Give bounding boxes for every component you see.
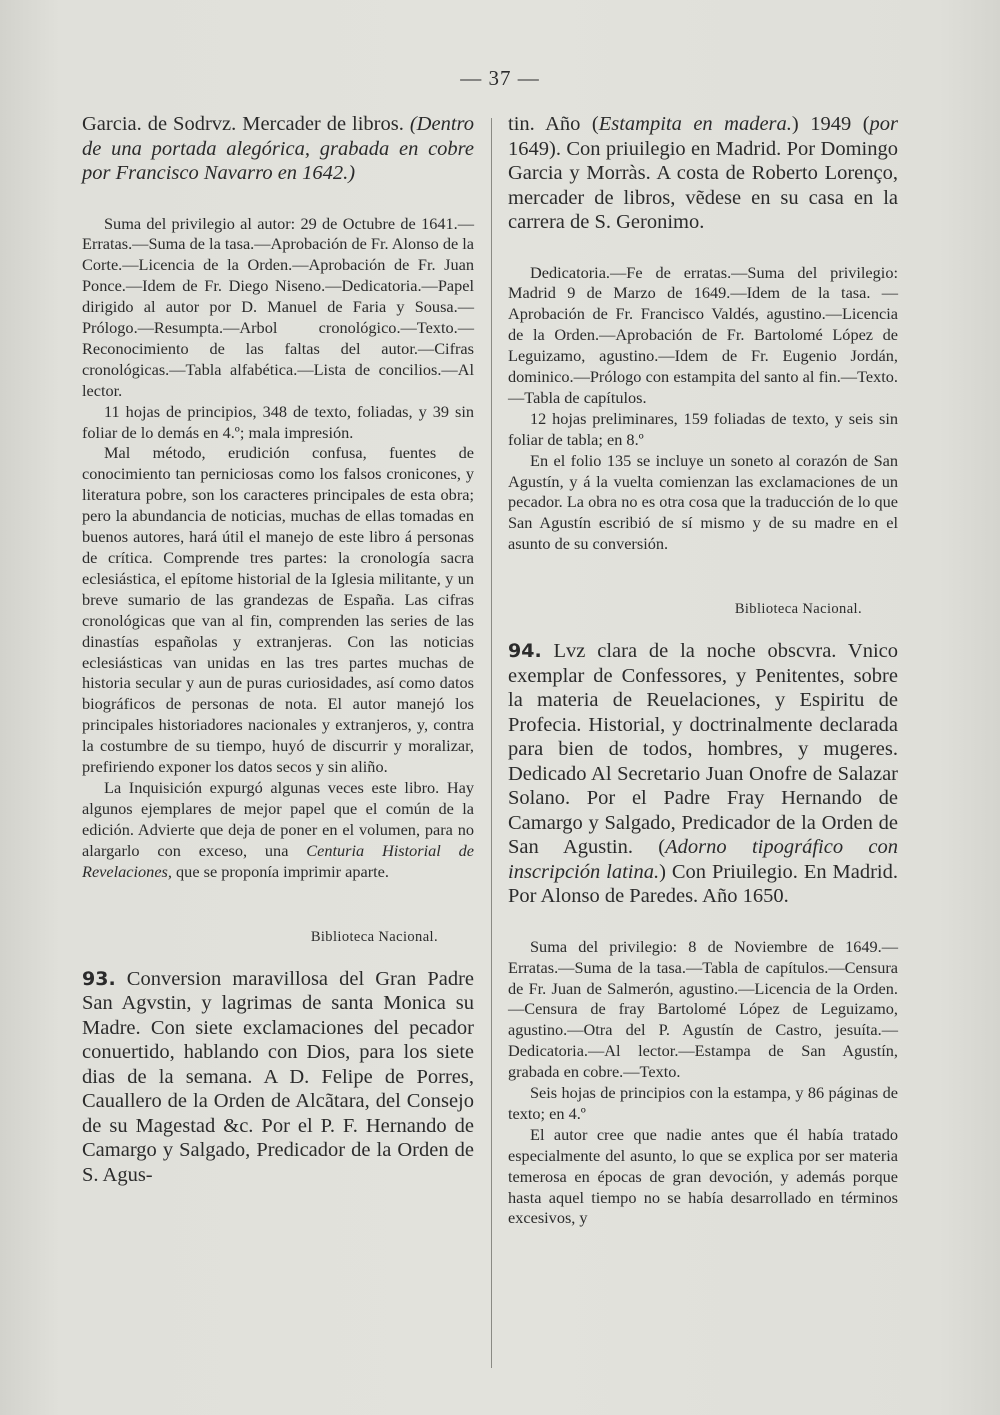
entry-93-contents: Dedicatoria.—Fe de erratas.—Suma del privilegio: Madrid 9 de Marzo de 1649.—Idem de la tasa. — Aprobación de Fr. Francisco Valdés, agustino.—Licencia de la Orden.—Aprobación de Fr. Bartolomé López de Leguizamo, agustino.—Idem de Fr. Eugenio Jordán, dominico.—Prólogo con estampita del santo al fin.—Texto.—Tabla de capítulos.: [508, 262, 898, 407]
entry-92-extent: 11 hojas de principios, 348 de texto, foliadas, y 39 sin foliar de lo demás en 4.º; mala impresión.: [82, 401, 474, 442]
entry-93-number: 93.: [82, 967, 116, 990]
title-fragment: 1649). Con priuilegio en Madrid. Por Domingo Garcia y Morràs. A costa de Roberto Lorenço, mercader de libros, vẽdese en su casa en la carrera de S. Geronimo.: [508, 137, 898, 233]
entry-93-extent: 12 hojas preliminares, 159 foliadas de texto, y seis sin foliar de tabla; en 8.º: [508, 408, 898, 449]
column-divider: [491, 118, 492, 1368]
entry-94-title-after: ) Con Priuilegio. En Madrid. Por Alonso de Paredes. Año 1650.: [508, 860, 899, 908]
title-fragment: ) 1949 (: [791, 113, 870, 135]
right-column: [508, 112, 898, 1229]
entry-92-commentary-2: [82, 778, 474, 883]
entry-94-commentary: El autor cree que nadie antes que él había tratado especialmente del asunto, lo que se explica por ser materia temerosa en épocas de gran devoción, y además porque hasta aquel tiempo no se había desarrollado en términos excesivos, y: [508, 1124, 898, 1228]
title-italic-fragment: Estampita en madera.: [598, 113, 792, 135]
entry-94-contents: Suma del privilegio: 8 de Noviembre de 1649.—Erratas.—Suma de la tasa.—Tabla de capítulos.—Censura de Fr. Juan de Salmerón, agustino.—Licencia de la Orden.—Censura de fray Bartolomé López de Leguizamo, agustino.—Otra del P. Agustín de Castro, jesuíta.—Dedicatoria.—Al lector.—Estampa de San Agustín, grabada en cobre.—Texto.: [508, 936, 898, 1082]
left-column: [82, 112, 474, 1187]
entry-93-holding-library: Biblioteca Nacional.: [734, 601, 862, 618]
entry-92-illustration-note: (Dentro de una portada alegórica, grabada en cobre por Francisco Navarro en 1642.): [82, 113, 475, 184]
page-number: — 37 —: [460, 66, 540, 90]
title-italic-fragment: por: [869, 113, 899, 135]
entry-93-title: [82, 967, 474, 1188]
entry-94-extent: Seis hojas de principios con la estampa, y 86 páginas de texto; en 4.º: [508, 1083, 898, 1123]
commentary-text-after: que se proponía imprimir aparte.: [176, 861, 389, 881]
commentary-italic-title: Centuria Historial de Revelaciones,: [82, 840, 474, 881]
entry-92-imprint-text: Garcia. de Sodrvz. Mercader de libros.: [82, 113, 404, 135]
entry-94-title-text: Lvz clara de la noche obscvra. Vnico exemplar de Confessores, y Penitentes, sobre la materia de Reuelaciones, y Espiritu de Profecia. Historial, y doctrinalmente declarada para bien de todos, hombres, y mugeres. Dedicado Al Secretario Juan Onofre de Salazar Solano. Por el Padre Fray Hernando de Camargo y Salgado, Predicador de la Orden de San Agustin. (: [508, 640, 899, 859]
entry-94-title: [508, 639, 898, 909]
entry-94-title-italic: Adorno tipográfico con inscripción latina.: [508, 836, 898, 883]
entry-93-commentary: En el folio 135 se incluye un soneto al corazón de San Agustín, y á la vuelta comienzan las exclamaciones de un pecador. La obra no es otra cosa que la traducción de lo que San Agustín escribió de sí mismo y de su madre en el asunto de su conversión.: [508, 450, 898, 554]
entry-92-holding-library: Biblioteca Nacional.: [310, 928, 438, 945]
entry-92-contents: Suma del privilegio al autor: 29 de Octubre de 1641.—Erratas.—Suma de la tasa.—Aprobación de Fr. Alonso de la Corte.—Licencia de la Orden.—Aprobación de Fr. Juan Ponce.—Idem de Fr. Diego Niseno.—Dedicatoria.—Papel dirigido al autor por D. Manuel de Faria y Sousa.—Prólogo.—Resumpta.—Arbol cronológico.—Texto.—Reconocimiento de las faltas del autor.—Cifras cronológicas.—Tabla alfabética.—Lista de concilios.—Al lector.: [82, 213, 475, 400]
entry-93-title-continued: [508, 112, 898, 235]
title-fragment: tin. Año (: [508, 113, 599, 135]
entry-94-number: 94.: [508, 640, 542, 663]
entry-93-title-text: Conversion maravillosa del Gran Padre San Agvstin, y lagrimas de santa Monica su Madre. Con siete exclamaciones del pecador conuertido, hablando con Dios, para los siete dias de la semana. A D. Felipe de Porres, Cauallero de la Orden de Alcãtara, del Consejo de su Magestad &c. Por el P. F. Hernando de Camargo y Salgado, Predicador de la Orden de S. Agus-: [82, 967, 474, 1186]
commentary-text-before: La Inquisición expurgó algunas veces este libro. Hay algunos ejemplares de mejor papel que el común de la edición. Advierte que deja de poner en el volumen, para no alargarlo con exceso, una: [82, 777, 474, 860]
entry-92-commentary: Mal método, erudición confusa, fuentes de conocimiento tan perniciosas como los falsos cronicones, y literatura pobre, son los caracteres principales de esta obra; pero la abundancia de noticias, muchas de ellas tomadas en buenos autores, hará útil el manejo de este libro á personas de crítica. Comprende tres partes: la cronología sacra eclesiástica, el epítome historial de la Iglesia militante, y un breve sumario de las grandezas de España. Las cifras cronológicas que van al fin, comprenden las series de las dinastías españolas y extranjeras. Con las noticias eclesiásticas van unidas en las tres partes muchas de historia secular y aun de puras curiosidades, así como datos biográficos de personas de nota. El autor manejó los principales historiadores nacionales y extranjeros, y, contra la costumbre de su tiempo, huyó de discurrir y moralizar, prefiriendo exponer los datos secos y sin aliño.: [82, 443, 474, 777]
entry-92-imprint-tail: [82, 112, 474, 186]
